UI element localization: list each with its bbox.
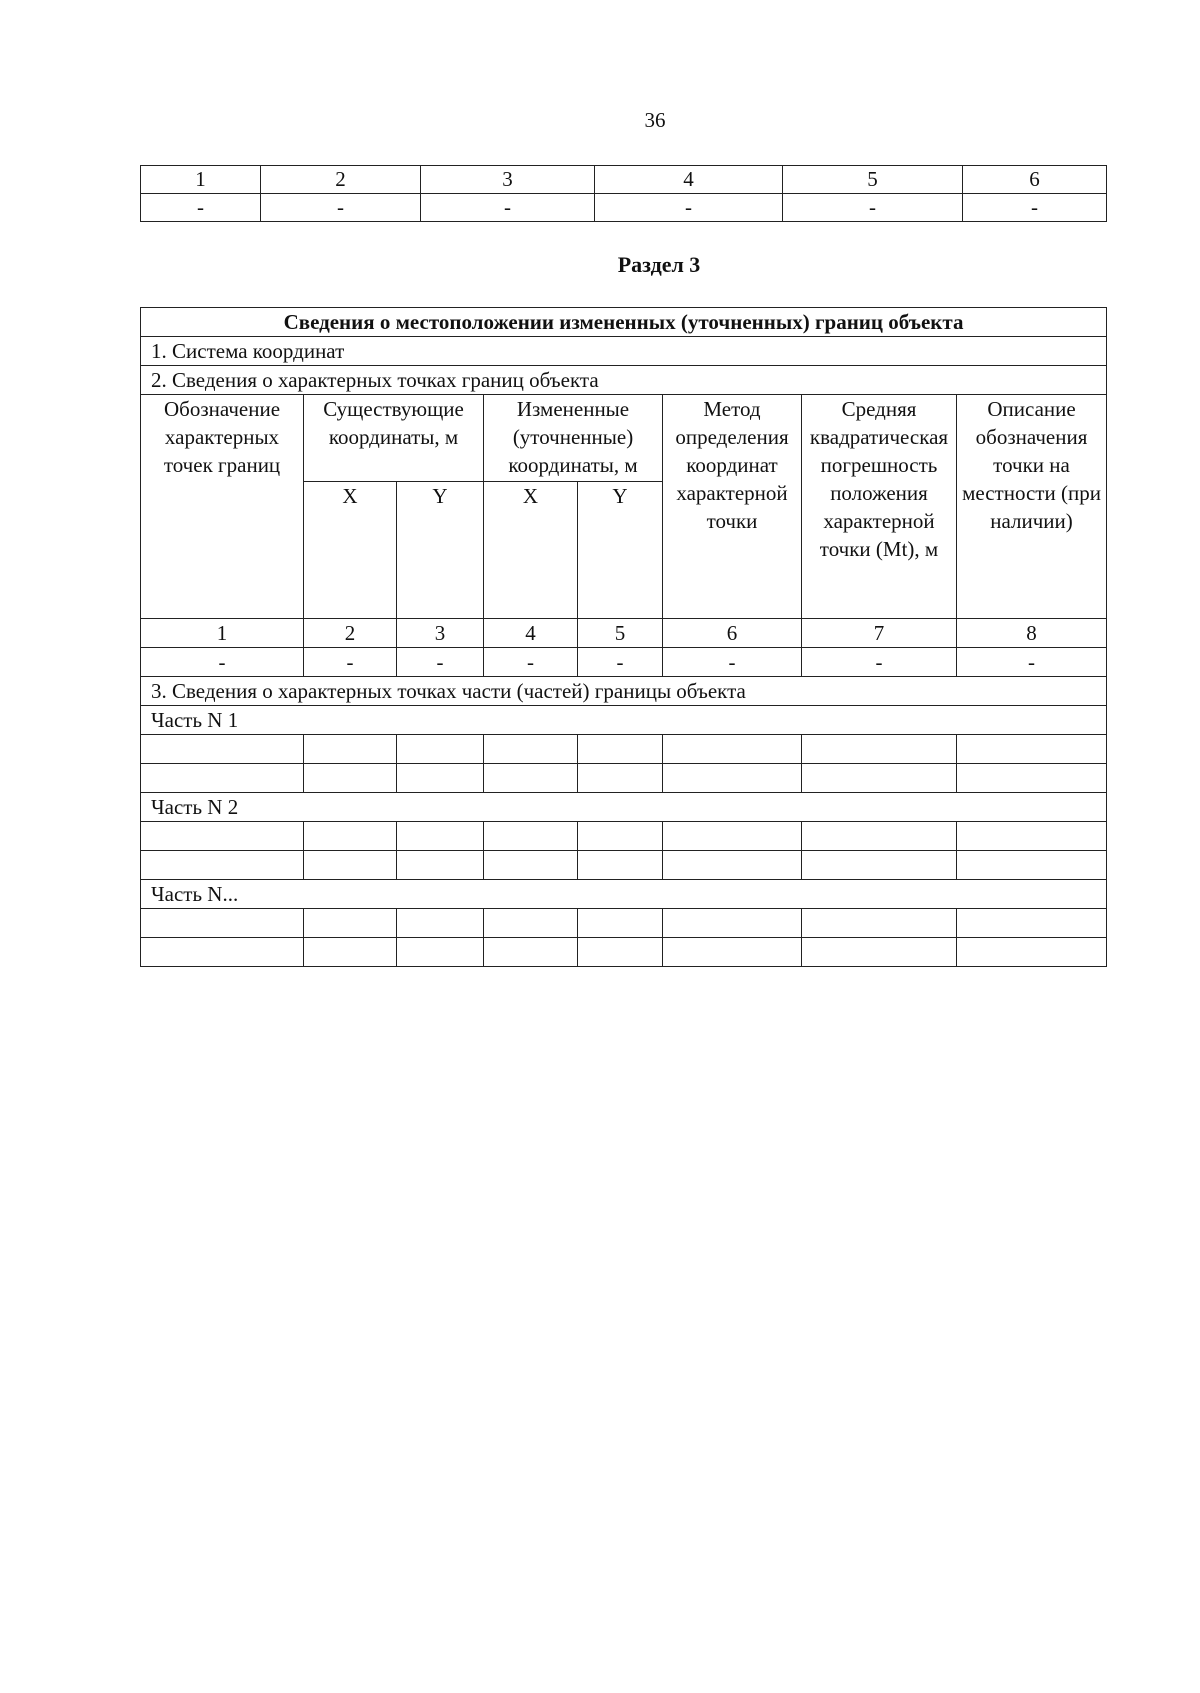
part-label: Часть N 1 [141,706,1107,735]
table-cell [663,735,802,764]
column-number: 2 [261,166,421,194]
table-row [141,395,1107,482]
table-cell [397,735,484,764]
table-cell [397,822,484,851]
table-row [141,194,1107,222]
table-cell: - [802,648,957,677]
table-cell [484,822,578,851]
part-label: Часть N... [141,880,1107,909]
table-row [141,735,1107,764]
table-cell [957,851,1107,880]
table-cell [957,735,1107,764]
table-cell [304,822,397,851]
table-cell: - [421,194,595,222]
table-row [141,308,1107,337]
table-cell [484,764,578,793]
table-cell: - [578,648,663,677]
header-changed-coordinates: Измененные (уточненные) координаты, м [484,395,663,482]
table-row [141,166,1107,194]
table-cell: - [261,194,421,222]
table-cell: - [663,648,802,677]
column-number: 1 [141,619,304,648]
table-cell [397,909,484,938]
table-cell [304,851,397,880]
table-cell [141,938,304,967]
table-cell [957,938,1107,967]
header-error: Средняя квадратическая погрешность положения характерной точки (Mt), м [802,395,957,619]
column-number: 1 [141,166,261,194]
column-number: 2 [304,619,397,648]
column-number: 3 [421,166,595,194]
table-cell [663,851,802,880]
table-cell: - [397,648,484,677]
header-y: Y [397,482,484,619]
table-row [141,619,1107,648]
table-cell [484,735,578,764]
table-cell [578,822,663,851]
table-cell [663,764,802,793]
header-y: Y [578,482,663,619]
table-cell [484,909,578,938]
table-cell [141,735,304,764]
table-row [141,793,1107,822]
column-number: 6 [963,166,1107,194]
table-cell [802,909,957,938]
table-cell: - [484,648,578,677]
boundary-table [140,307,1107,967]
header-description: Описание обозначения точки на местности (при наличии) [957,395,1107,619]
table-cell [304,909,397,938]
table-row [141,851,1107,880]
table-cell [484,851,578,880]
header-point-designation: Обозначение характерных точек границ [141,395,304,619]
table-cell [957,822,1107,851]
table-cell: - [304,648,397,677]
table-cell [957,764,1107,793]
section-title: Раздел 3 [617,252,701,277]
table-row [141,706,1107,735]
table-row [141,337,1107,366]
header-x: X [304,482,397,619]
header-x: X [484,482,578,619]
table-row [141,764,1107,793]
table-cell [802,938,957,967]
table-cell [484,938,578,967]
part-label: Часть N 2 [141,793,1107,822]
table-cell [802,822,957,851]
table-cell: - [595,194,783,222]
table-cell [304,735,397,764]
table-cell [141,909,304,938]
page-number: 36 [644,108,666,132]
table-cell [578,851,663,880]
continuation-table [140,165,1107,222]
table-caption: Сведения о местоположении измененных (уточненных) границ объекта [141,308,1107,337]
table-row [141,938,1107,967]
table-row [141,648,1107,677]
column-number: 5 [578,619,663,648]
table-cell [141,822,304,851]
table-cell [578,938,663,967]
column-number: 4 [595,166,783,194]
header-existing-coordinates: Существующие координаты, м [304,395,484,482]
table-row [141,822,1107,851]
table-cell [141,764,304,793]
table-cell: - [141,194,261,222]
parts-heading-row: 3. Сведения о характерных точках части (частей) границы объекта [141,677,1107,706]
boundary-points-row: 2. Сведения о характерных точках границ объекта [141,366,1107,395]
table-row [141,880,1107,909]
table-cell: - [141,648,304,677]
column-number: 3 [397,619,484,648]
table-cell [397,938,484,967]
column-number: 8 [957,619,1107,648]
table-cell [578,909,663,938]
table-cell [802,735,957,764]
table-cell [578,764,663,793]
table-cell [141,851,304,880]
table-row [141,909,1107,938]
table-cell [802,764,957,793]
table-cell [304,764,397,793]
table-cell [663,938,802,967]
column-number: 5 [783,166,963,194]
column-number: 7 [802,619,957,648]
table-cell [957,909,1107,938]
table-cell [304,938,397,967]
table-cell [663,822,802,851]
coordinate-system-row: 1. Система координат [141,337,1107,366]
table-cell: - [957,648,1107,677]
table-cell [663,909,802,938]
table-cell [397,851,484,880]
table-cell [578,735,663,764]
header-method: Метод определения координат характерной точки [663,395,802,619]
column-number: 6 [663,619,802,648]
table-cell [802,851,957,880]
table-cell: - [963,194,1107,222]
table-cell [397,764,484,793]
table-row [141,366,1107,395]
table-row [141,677,1107,706]
column-number: 4 [484,619,578,648]
table-cell: - [783,194,963,222]
